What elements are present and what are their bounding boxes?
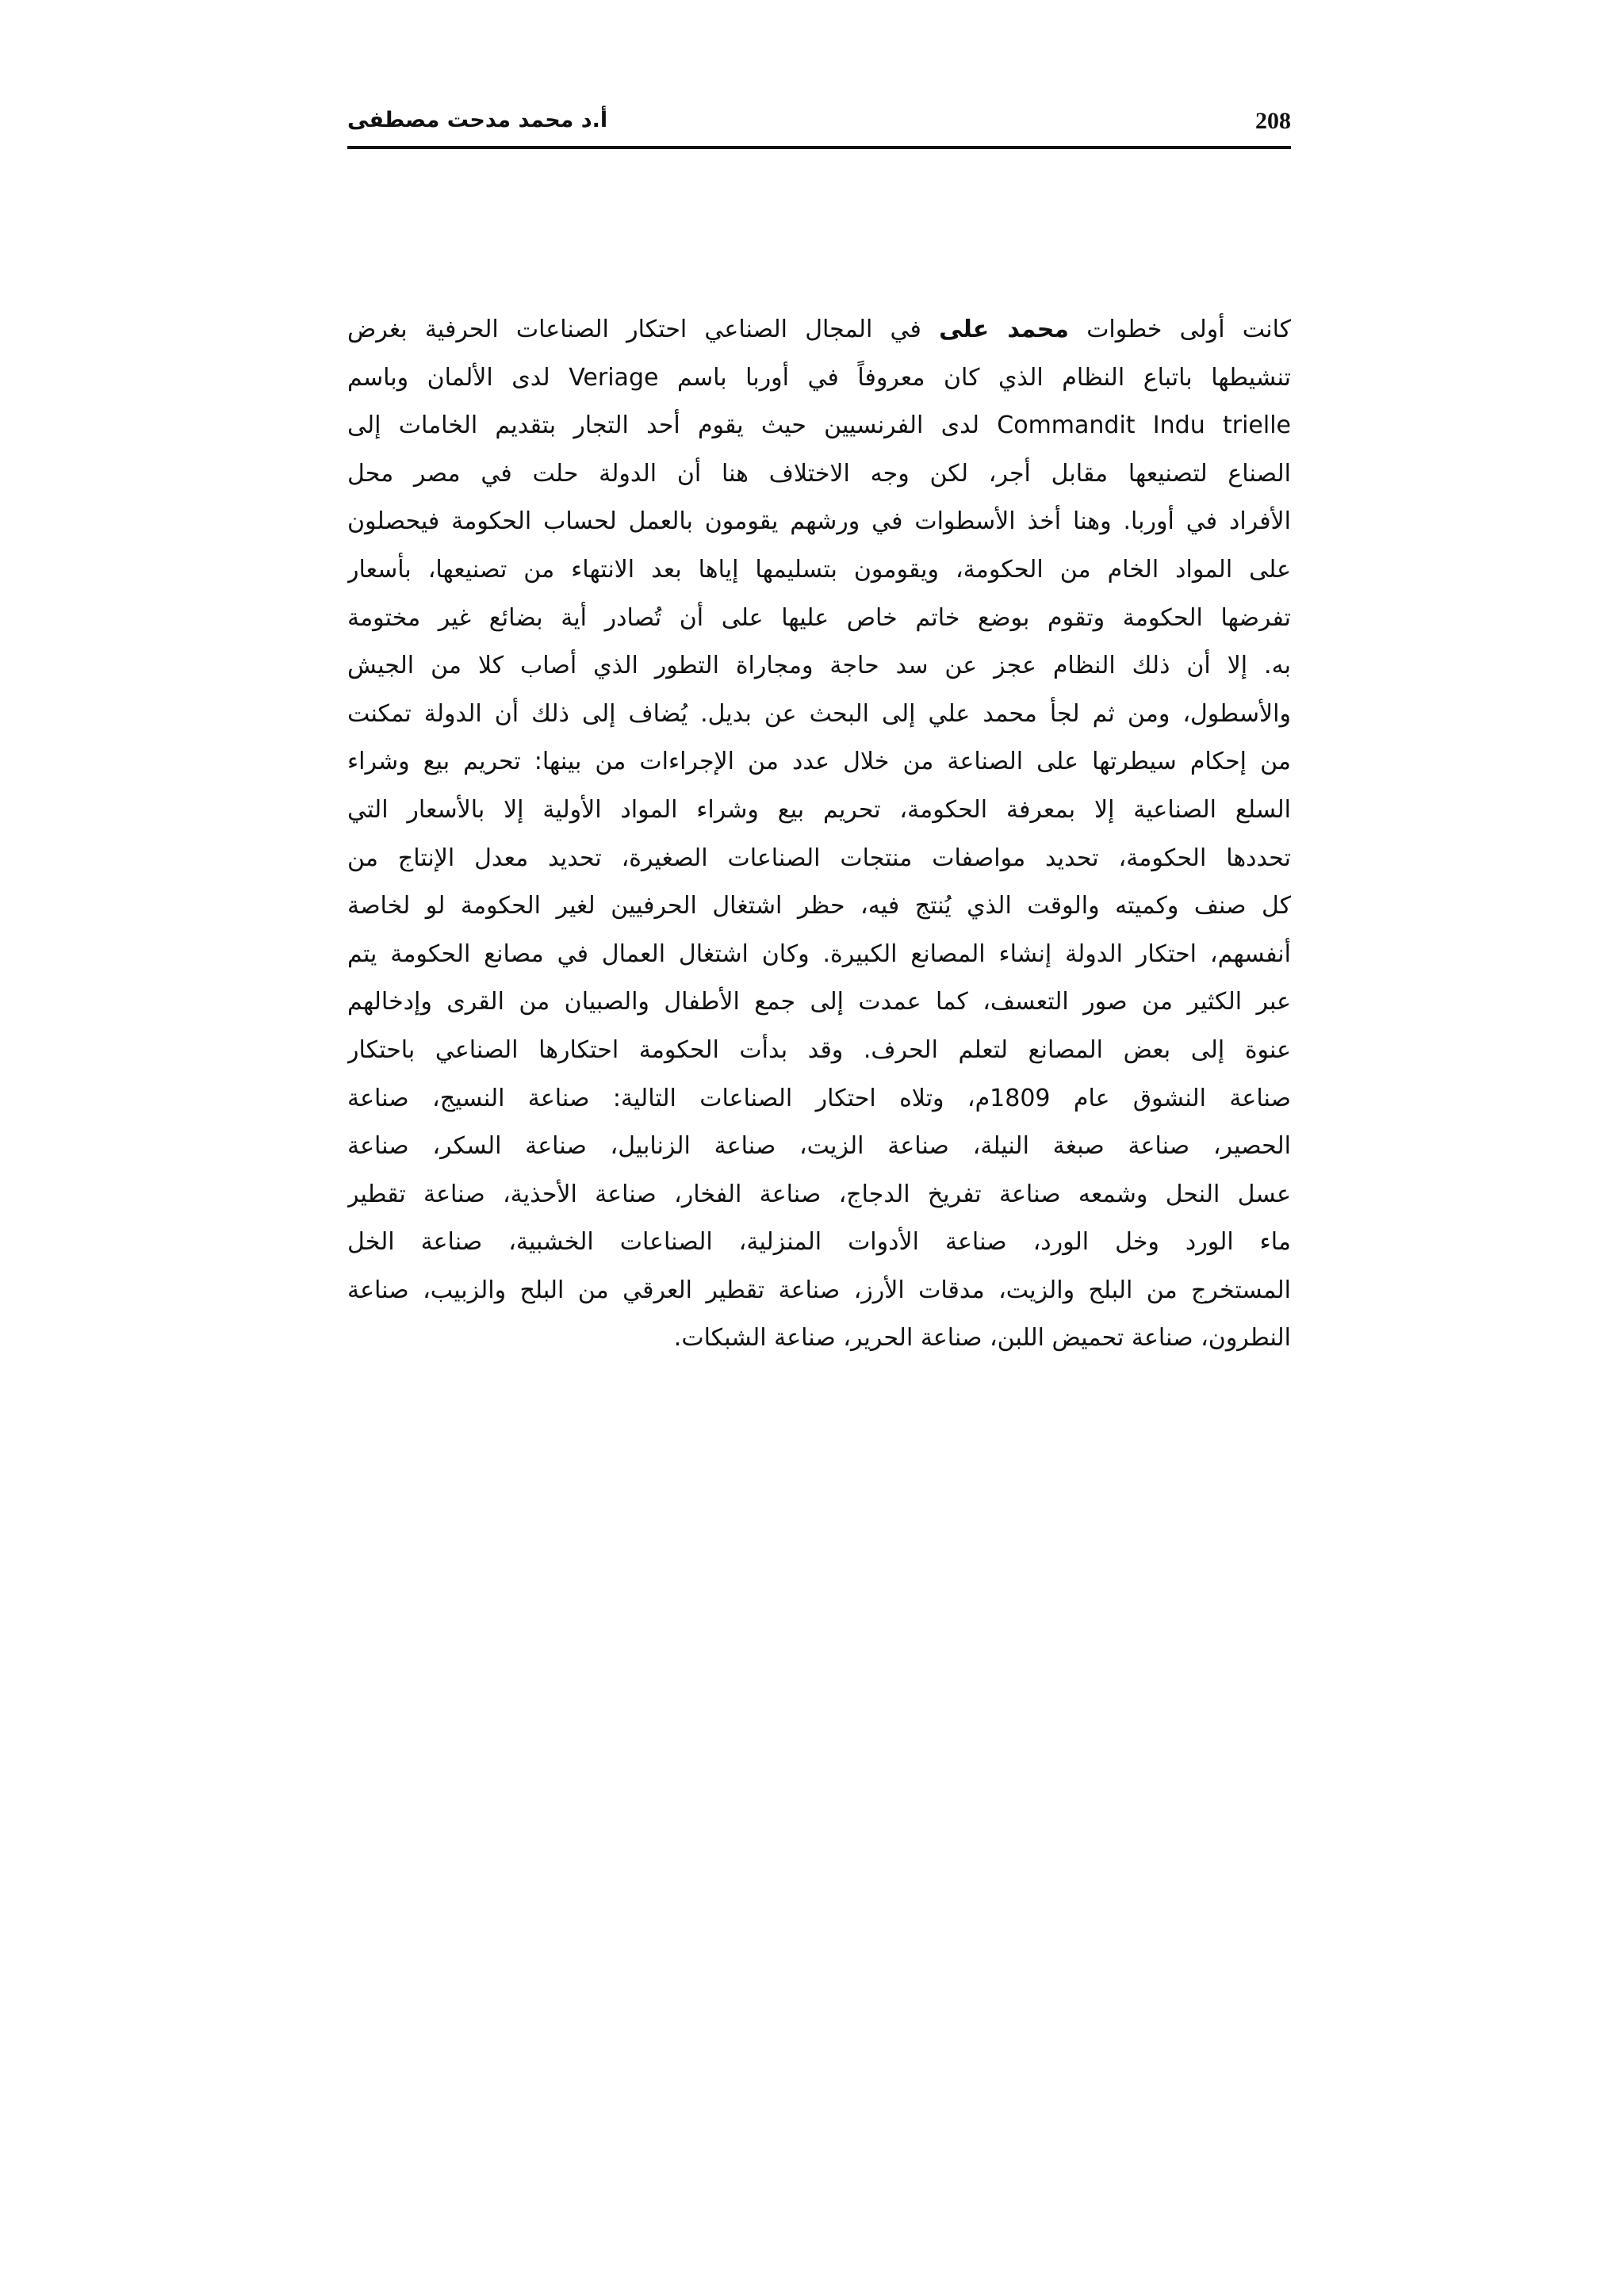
body-paragraph (347, 306, 1291, 1363)
text-segment: كانت أولى خطوات (1086, 316, 1291, 343)
page-number: 208 (1255, 108, 1291, 134)
text-line: صناعة النشوق عام 1809م، وتلاه احتكار الصناعات التالية: صناعة النسيج، صناعة (347, 1084, 1291, 1112)
text-line: أنفسهم، احتكار الدولة إنشاء المصانع الكبيرة. وكان اشتغال العمال في مصانع الحكومة يتم (347, 939, 1291, 968)
text-line: والأسطول، ومن ثم لجأ محمد علي إلى البحث عن بديل. يُضاف إلى ذلك أن الدولة تمكنت (347, 699, 1291, 728)
text-line: الحصير، صناعة صبغة النيلة، صناعة الزيت، صناعة الزنابيل، صناعة السكر، صناعة (347, 1132, 1291, 1161)
text-line: عنوة إلى بعض المصانع لتعلم الحرف. وقد بدأت الحكومة احتكارها الصناعي باحتكار (347, 1035, 1291, 1064)
text-line: المستخرج من البلح والزيت، مدقات الأرز، صناعة تقطير العرقي من البلح والزبيب، صناعة (347, 1276, 1291, 1304)
text-line: الصناع لتصنيعها مقابل أجر، لكن وجه الاختلاف هنا أن الدولة حلت في مصر محل (347, 459, 1291, 488)
text-line: كل صنف وكميته والوقت الذي يُنتج فيه، حظر اشتغال الحرفيين لغير الحكومة لو لخاصة (347, 892, 1291, 920)
text-line: عسل النحل وشمعه صناعة تفريخ الدجاج، صناعة الفخار، صناعة الأحذية، صناعة تقطير (347, 1180, 1291, 1208)
text-segment: في المجال الصناعي احتكار الصناعات الحرفية بغرض (347, 316, 921, 343)
text-line: تنشيطها باتباع النظام الذي كان معروفاً في أوربا باسم Veriage لدى الألمان وباسم (347, 363, 1291, 392)
text-line: الأفراد في أوربا. وهنا أخذ الأسطوات في ورشهم يقومون بالعمل لحساب الحكومة فيحصلون (347, 507, 1291, 536)
text-line: من إحكام سيطرتها على الصناعة من خلال عدد من الإجراءات من بينها: تحريم بيع وشراء (347, 748, 1291, 776)
text-line: به. إلا أن ذلك النظام عجز عن سد حاجة ومجاراة التطور الذي أصاب كلا من الجيش (347, 652, 1291, 680)
running-header (347, 101, 1291, 149)
text-line: ماء الورد وخل الورد، صناعة الأدوات المنزلية، الصناعات الخشبية، صناعة الخل (347, 1228, 1291, 1257)
text-line: Commandit Indu trielle لدى الفرنسيين حيث يقوم أحد التجار بتقديم الخامات إلى (347, 411, 1291, 440)
author-name: أ.د محمد مدحت مصطفى (347, 108, 608, 132)
text-line: النطرون، صناعة تحميض اللبن، صناعة الحرير، صناعة الشبكات. (673, 1324, 1291, 1353)
emphasized-name: محمد على (939, 316, 1069, 343)
text-line (347, 306, 1291, 354)
text-line: على المواد الخام من الحكومة، ويقومون بتسليمها إياها بعد الانتهاء من تصنيعها، بأسعار (347, 555, 1291, 584)
text-line: السلع الصناعية إلا بمعرفة الحكومة، تحريم بيع وشراء المواد الأولية إلا بالأسعار التي (347, 795, 1291, 824)
text-line: تحددها الحكومة، تحديد مواصفات منتجات الصناعات الصغيرة، تحديد معدل الإنتاج من (347, 844, 1291, 872)
header-divider (347, 146, 1291, 149)
text-line: عبر الكثير من صور التعسف، كما عمدت إلى جمع الأطفال والصبيان من القرى وإدخالهم (347, 988, 1291, 1016)
text-line: تفرضها الحكومة وتقوم بوضع خاتم خاص عليها على أن تُصادر أية بضائع غير مختومة (347, 603, 1291, 632)
